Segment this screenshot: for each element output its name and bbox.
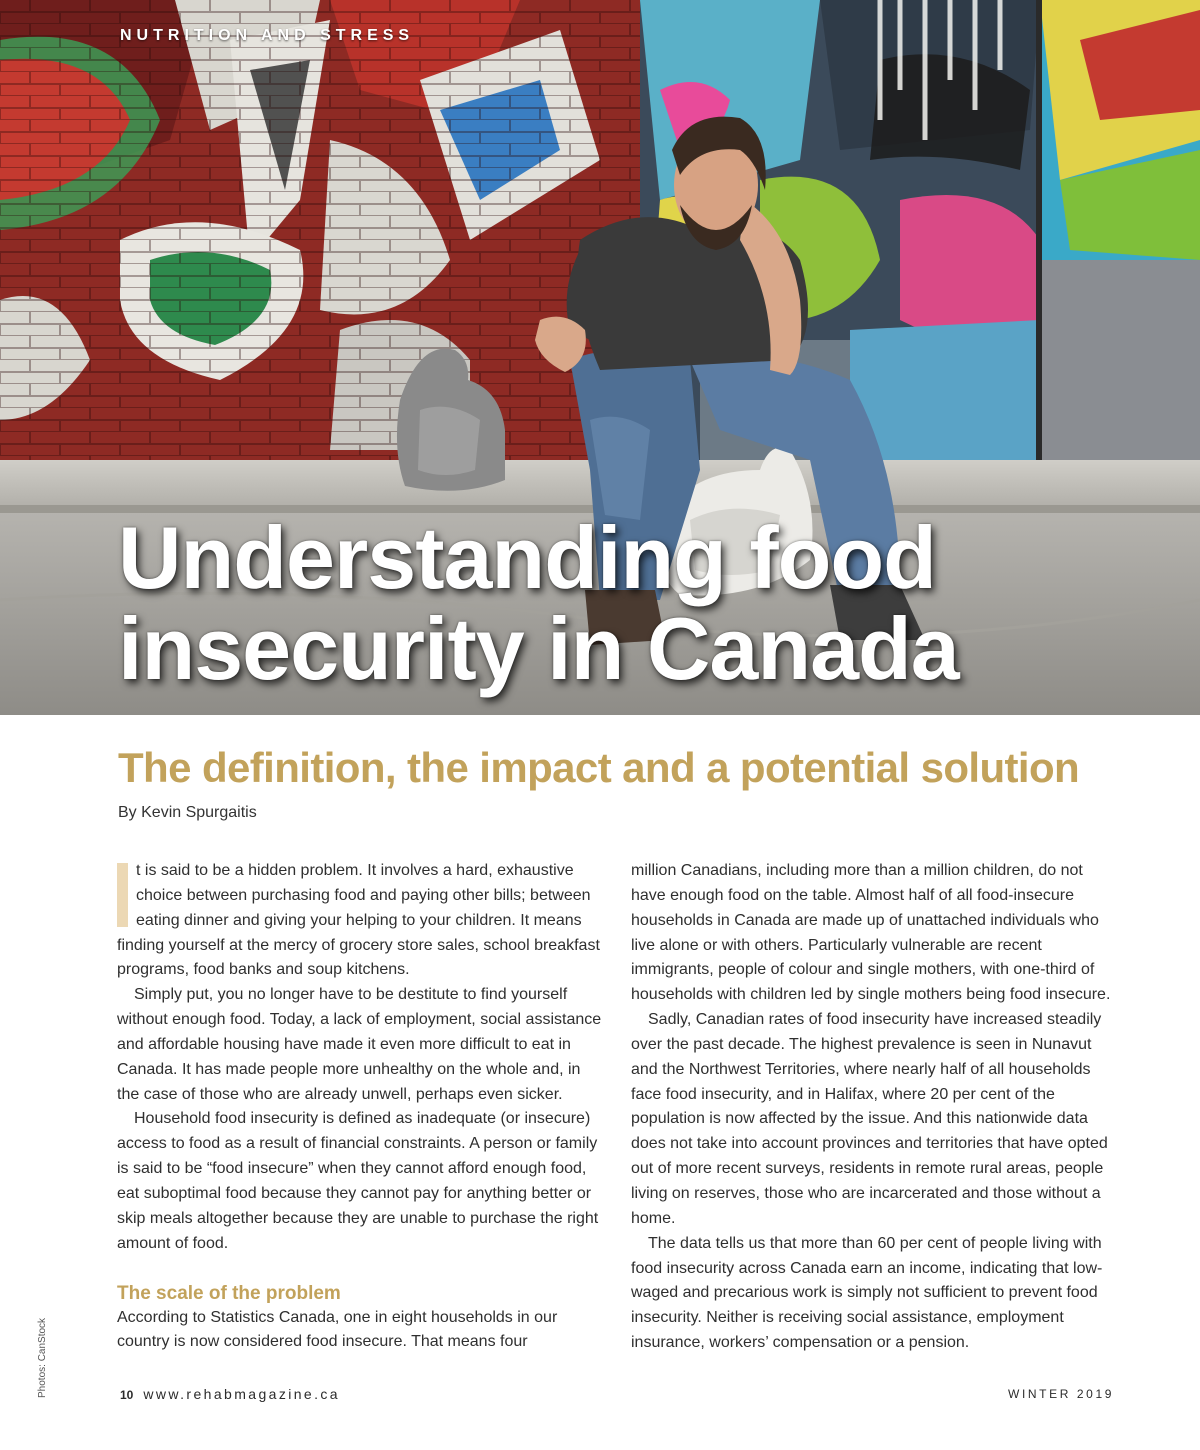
headline-line-2: insecurity in Canada: [118, 599, 959, 698]
hero-photo: [0, 0, 1200, 715]
headline: [118, 508, 1178, 698]
section-heading: The scale of the problem: [117, 1282, 341, 1304]
website-url[interactable]: www.rehabmagazine.ca: [143, 1386, 340, 1402]
drop-cap-bar: [117, 863, 128, 927]
photo-credit: Photos: CanStock: [37, 1317, 48, 1398]
page-number: 10: [120, 1388, 134, 1402]
section-label: NUTRITION AND STRESS: [120, 27, 415, 44]
headline-line-1: Understanding food: [118, 508, 936, 607]
left-paragraph-2: Simply put, you no longer have to be destitute to find yourself without enough food. Today, a lack of employment, social assistance and affordable housing have made it even more difficult to eat in Canada. It has made people more unhealthy on the whole and, in the case of those who are already unwell, perhaps even sicker.: [117, 986, 602, 1103]
right-paragraph-3: The data tells us that more than 60 per cent of people living with food insecurity across Canada earn an income, indicating that low-waged and precarious work is simply not sufficient to prevent food insecurity. Neither is receiving social assistance, employment insurance, workers’ compensation or a pension.: [631, 1234, 1103, 1352]
right-paragraph-1: million Canadians, including more than a million children, do not have enough food on the table. Almost half of all food-insecure households in Canada are made up of unattached individuals who live alone or with others. Particularly vulnerable are recent immigrants, people of colour and single mothers, with one-third of households with children led by single mothers being food insecure.: [631, 862, 1111, 1004]
right-column: [631, 859, 1119, 1356]
left-paragraph-3: Household food insecurity is defined as inadequate (or insecure) access to food as a result of financial constraints. A person or family is said to be “food insecure” when they cannot afford enough food, eat suboptimal food because they cannot pay for anything better or skip meals altogether because they are unable to purchase the right amount of food.: [117, 1110, 599, 1252]
byline: By Kevin Spurgaitis: [118, 804, 257, 821]
subhead: The definition, the impact and a potential solution: [118, 744, 1080, 791]
issue-label: WINTER 2019: [1008, 1387, 1114, 1401]
right-paragraph-2: Sadly, Canadian rates of food insecurity have increased steadily over the past decade. The highest prevalence is seen in Nunavut and the Northwest Territories, where nearly half of all households face food insecurity, and in Halifax, where 20 per cent of the population is now affected by the issue. And this nationwide data does not take into account provinces and territories that have opted out of more recent surveys, residents in remote rural areas, people living on reserves, those who are incarcerated and those without a home.: [631, 1011, 1108, 1227]
left-column: [117, 859, 605, 1355]
footer-left: [120, 1386, 340, 1402]
left-paragraph-1-text: t is said to be a hidden problem. It involves a hard, exhaustive choice between purchasing food and paying other bills; between eating dinner and giving your helping to your children. It means finding yourself at the mercy of grocery store sales, school breakfast programs, food banks and soup kitchens.: [117, 862, 600, 979]
left-paragraph-4: According to Statistics Canada, one in eight households in our country is now considered food insecure. That means four: [117, 1308, 558, 1351]
left-paragraph-1: [117, 859, 605, 983]
